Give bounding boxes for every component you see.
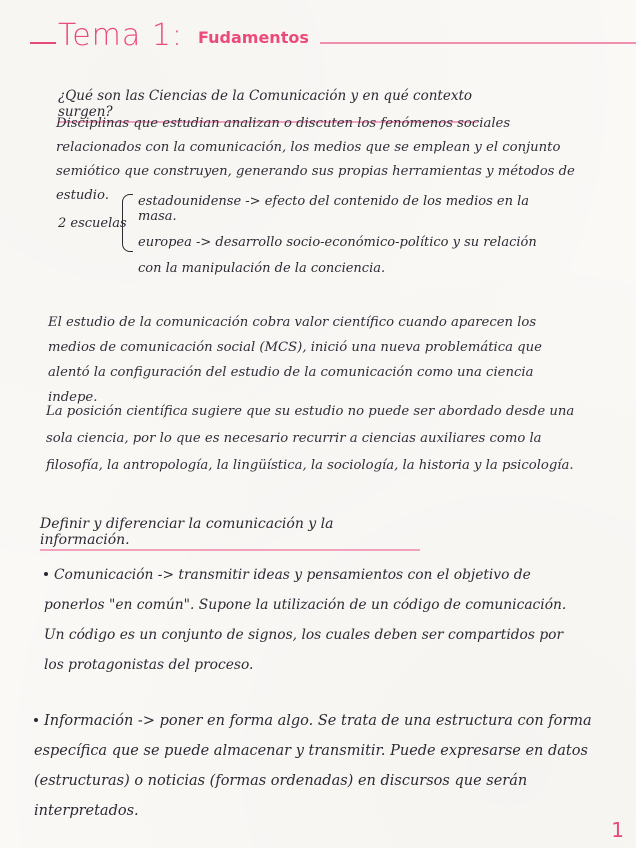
title-subtitle: Fudamentos bbox=[198, 28, 309, 47]
page-number: 1 bbox=[611, 818, 624, 842]
definitions-heading: Definir y diferenciar la comunicación y la información. bbox=[40, 516, 420, 551]
page-title bbox=[30, 18, 620, 58]
question-heading: ¿Qué son las Ciencias de la Comunicación y en qué contexto surgen? bbox=[58, 88, 478, 123]
list-item-information bbox=[34, 706, 594, 826]
information-text: Información -> poner en forma algo. Se trata de una estructura con forma específica que se puede almacenar y transmitir. Puede expresarse en datos (estructuras) o noticias (formas ordenadas) en discursos que serán interpretados. bbox=[34, 713, 592, 819]
list-item-communication bbox=[44, 560, 584, 680]
title-main: Tema 1: bbox=[58, 18, 184, 53]
scientific-position-paragraph: La posición científica sugiere que su estudio no puede ser abordado desde una sola ciencia, por lo que es necesario recurrir a ciencias auxiliares como la filosofía, la antropología, la lingüística, la sociología, la historia y la psicología. bbox=[46, 404, 575, 473]
bullet-icon bbox=[34, 718, 38, 722]
school-european: europea -> desarrollo socio-económico-político y su relación con la manipulación de la conciencia. bbox=[138, 235, 537, 276]
bullet-icon bbox=[44, 572, 48, 576]
definition-paragraph: Disciplinas que estudian analizan o discuten los fenómenos sociales relacionados con la comunicación, los medios que se emplean y el conjunto semiótico que construyen, generando sus propias herramientas y métodos de estudio. bbox=[56, 116, 575, 203]
communication-text: Comunicación -> transmitir ideas y pensamientos con el objetivo de ponerlos "en común". Supone la utilización de un código de comunicación. Un código es un conjunto de signos, los cuales deben ser compartidos por los protagonistas del proceso. bbox=[44, 567, 567, 673]
scientific-value-paragraph: El estudio de la comunicación cobra valor científico cuando aparecen los medios de comunicación social (MCS), inició una nueva problemática que alentó la configuración del estudio de la comunicación como una ciencia indepe. bbox=[48, 315, 542, 405]
school-american: estadounidense -> efecto del contenido de los medios en la masa. bbox=[138, 194, 530, 224]
schools-label: 2 escuelas bbox=[58, 216, 127, 231]
title-dash bbox=[30, 42, 56, 44]
title-underline bbox=[320, 42, 636, 44]
brace-icon bbox=[122, 194, 133, 252]
